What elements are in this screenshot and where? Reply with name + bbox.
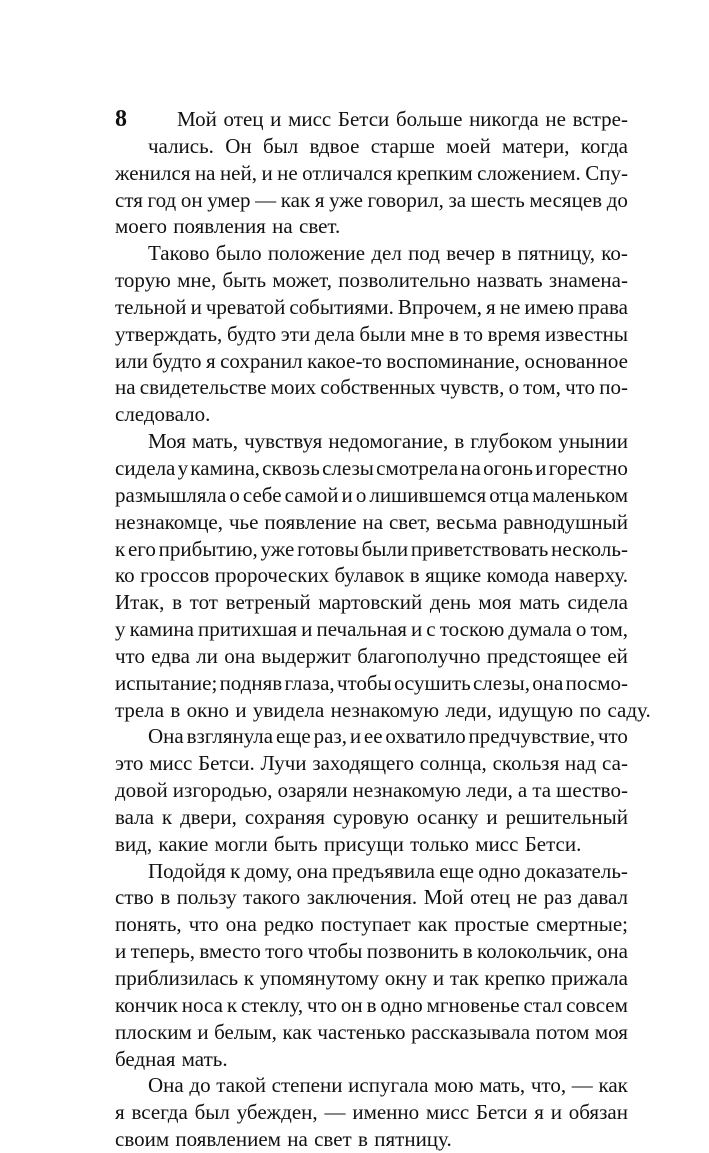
- text-line: к его прибытию, уже готовы были приветствовать несколь-: [115, 536, 628, 561]
- text-line: размышляла о себе самой и о лишившемся отца маленьком: [115, 482, 628, 507]
- paragraph: [115, 1072, 628, 1153]
- paragraph: [115, 240, 628, 428]
- text-line: чались. Он был вдвое старше моей матери, когда: [148, 133, 628, 158]
- text-line: незнакомце, чье появление на свет, весьма равнодушный: [115, 509, 628, 534]
- text-line: бедная мать.: [115, 1046, 228, 1071]
- text-line: плоским и белым, как частенько рассказывала потом моя: [115, 1019, 628, 1044]
- text-line: Подойдя к дому, она предъявила еще одно доказатель-: [148, 858, 628, 883]
- text-line: на свидетельстве моих собственных чувств, о том, что по-: [115, 375, 628, 400]
- text-line: вала к двери, сохраняя суровую осанку и решительный: [115, 804, 628, 829]
- text-line: утверждать, будто эти дела были мне в то время известны: [115, 321, 628, 346]
- text-line: Она взглянула еще раз, и ее охватило предчувствие, что: [148, 724, 628, 749]
- page-number: 8: [115, 106, 127, 132]
- text-line: тельной и чреватой событиями. Впрочем, я не имею права: [115, 294, 628, 319]
- text-line: Она до такой степени испугала мою мать, что, — как: [148, 1073, 628, 1098]
- text-line: у камина притихшая и печальная и с тоскою думала о том,: [115, 617, 628, 642]
- text-line: довой изгородью, озаряли незнакомую леди, а та шество-: [115, 778, 628, 803]
- text-line: Итак, в тот ветреный мартовский день моя мать сидела: [115, 590, 628, 615]
- text-line: сидела у камина, сквозь слезы смотрела на огонь и горестно: [115, 455, 628, 480]
- text-line: понять, что она редко поступает как простые смертные;: [115, 912, 628, 937]
- text-line: что едва ли она выдержит благополучно предстоящее ей: [115, 643, 628, 668]
- text-line: это мисс Бетси. Лучи заходящего солнца, скользя над са-: [115, 751, 628, 776]
- text-line: трела в окно и увидела незнакомую леди, идущую по саду.: [115, 697, 651, 722]
- text-line: моего появления на свет.: [115, 214, 341, 239]
- text-line: кончик носа к стеклу, что он в одно мгновенье стал совсем: [115, 992, 628, 1017]
- text-line: Моя мать, чувствуя недомогание, в глубоком унынии: [148, 429, 628, 454]
- text-line: женился на ней, и не отличался крепким сложением. Спу-: [115, 160, 628, 185]
- paragraph: [115, 428, 651, 723]
- paragraph: [115, 106, 628, 240]
- paragraph: [115, 858, 628, 1073]
- text-line: приблизилась к упомянутому окну и так крепко прижала: [115, 966, 628, 990]
- text-line: стя год он умер — как я уже говорил, за шесть месяцев до: [115, 187, 628, 212]
- text-line: Таково было положение дел под вечер в пятницу, ко-: [148, 241, 628, 266]
- text-line: испытание; подняв глаза, чтобы осушить слезы, она посмо-: [115, 670, 628, 695]
- text-line: или будто я сохранил какое-то воспоминание, основанное: [115, 348, 628, 373]
- paragraph: [115, 723, 628, 857]
- text-page: [115, 106, 651, 1153]
- text-line: своим появлением на свет в пятницу.: [115, 1127, 452, 1152]
- text-line: вид, какие могли быть присущи только мисс Бетси.: [115, 831, 582, 856]
- text-line: я всегда был убежден, — именно мисс Бетси я и обязан: [115, 1100, 628, 1125]
- text-line: и теперь, вместо того чтобы позвонить в колокольчик, она: [115, 939, 628, 964]
- text-line: ко гроссов пророческих булавок в ящике комода наверху.: [115, 563, 628, 588]
- text-line: Мой отец и мисс Бетси больше никогда не встре-: [177, 107, 628, 131]
- text-line: торую мне, быть может, позволительно назвать знамена-: [115, 268, 628, 293]
- text-line: следовало.: [115, 402, 211, 427]
- text-line: ство в пользу такого заключения. Мой отец не раз давал: [115, 885, 628, 910]
